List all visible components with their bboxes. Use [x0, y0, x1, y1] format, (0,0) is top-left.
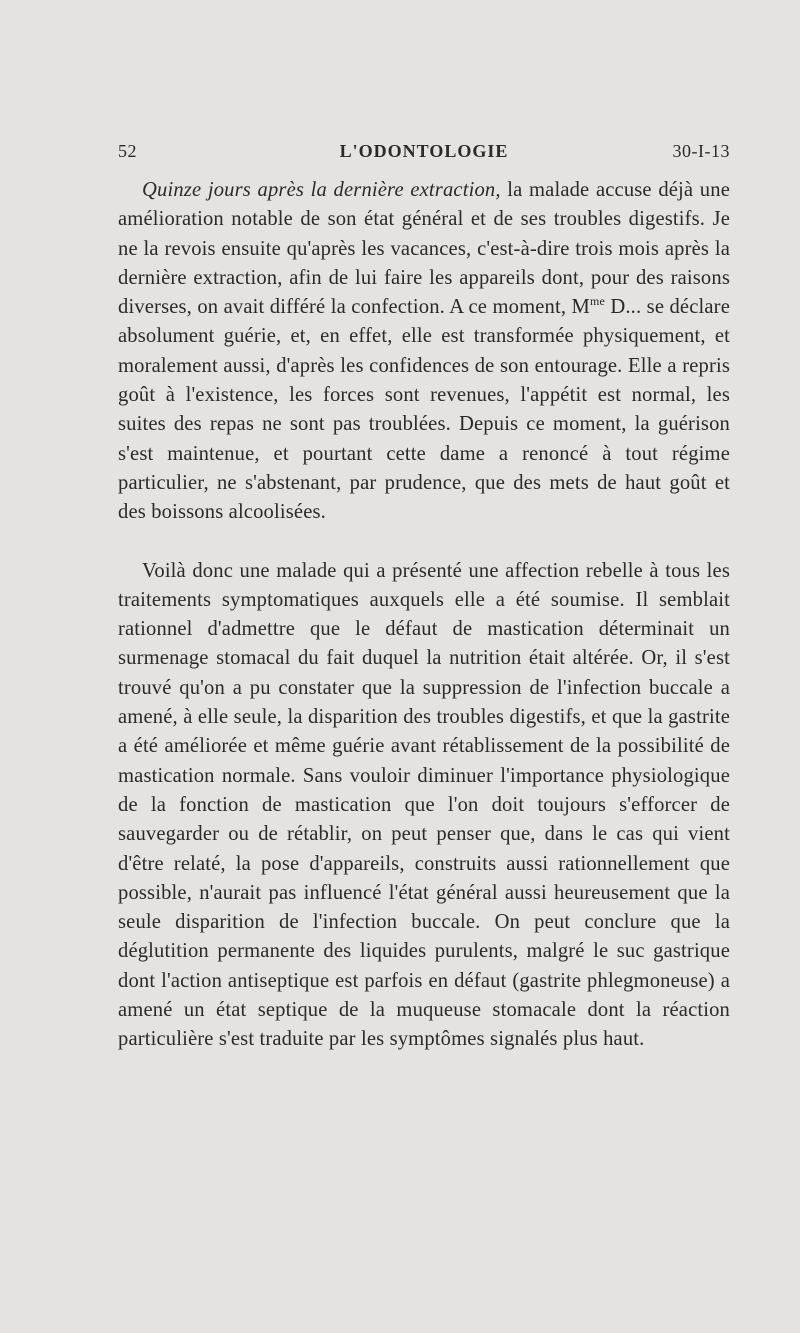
- paragraph-2: Voilà donc une malade qui a présenté une affection rebelle à tous les traitements symptomatiques auxquels elle a été soumise. Il semblait rationnel d'admettre que le défaut de mastication déterminait un surmenage stomacal du fait duquel la nutrition était altérée. Or, il s'est trouvé qu'on a pu constater que la suppression de l'infection buccale a amené, à elle seule, la disparition des troubles digestifs, et que la gastrite a été améliorée et même guérie avant rétablissement de la possibilité de mastication normale. Sans vouloir diminuer l'importance physiologique de la fonction de mastication que l'on doit toujours s'efforcer de sauvegarder ou de rétablir, on peut penser que, dans le cas qui vient d'être relaté, la pose d'appareils, construits aussi rationnellement que possible, n'aurait pas influencé l'état général aussi heureusement que la seule disparition de l'infection buccale. On peut conclure que la déglutition permanente des liquides purulents, malgré le suc gastrique dont l'action antiseptique est parfois en défaut (gastrite phlegmoneuse) a amené un état septique de la muqueuse stomacale dont la réaction particulière s'est traduite par les symptômes signalés plus haut.: [118, 559, 730, 1051]
- paragraph-1-lead: Quinze jours après la dernière extraction,: [142, 179, 501, 201]
- paragraph-1: [118, 176, 730, 528]
- running-title: L'ODONTOLOGIE: [339, 141, 509, 161]
- paragraph-1-text-b: D... se déclare absolument guérie, et, en effet, elle est transformée physiquement, et moralement aussi, d'après les confidences de son entourage. Elle a repris goût à l'existence, les forces sont revenues, l'appétit est normal, les suites des repas ne sont pas troublées. Depuis ce moment, la guérison s'est maintenue, et pourtant cette dame a renoncé à tout régime particulier, ne s'abstenant, par prudence, que des mets de haut goût et des boissons alcoolisées.: [118, 296, 730, 524]
- page-number: 52: [118, 141, 137, 161]
- paragraph-1-superscript: me: [590, 294, 605, 309]
- paragraph-1-text-a: la malade accuse déjà une amélioration notable de son état général et de ses troubles digestifs. Je ne la revois ensuite qu'après les vacances, c'est-à-dire trois mois après la dernière extraction, afin de lui faire les appareils dont, pour des raisons diverses, on avait différé la confection. A ce moment, M: [118, 179, 730, 319]
- body-text: [118, 176, 730, 1055]
- running-header: [118, 141, 730, 173]
- issue-date: 30-I-13: [672, 141, 730, 161]
